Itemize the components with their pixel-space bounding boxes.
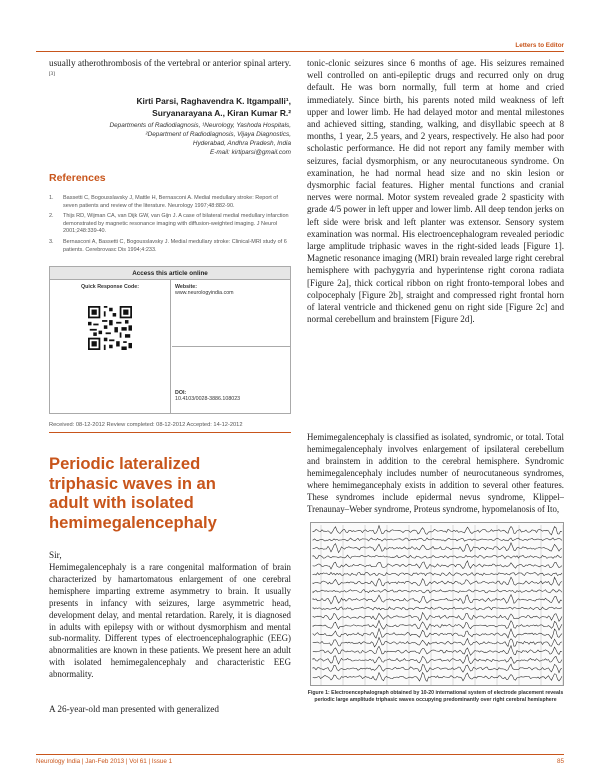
article-title-line-1: Periodic lateralized: [49, 454, 201, 473]
affiliation-2: ²Department of Radiodiagnosis, Vijaya Diagnostics,: [145, 130, 291, 138]
eeg-channel-trace: [313, 595, 562, 604]
salutation: Sir,: [49, 550, 62, 560]
author-block: [49, 96, 291, 119]
article-title: [49, 454, 291, 532]
header-rule: [36, 51, 564, 52]
doi-label: DOI:: [175, 390, 187, 396]
qr-code-icon: [88, 306, 132, 350]
eeg-channel-trace: [313, 637, 562, 647]
article-paragraph-2-continued: tonic-clonic seizures since 6 months of age. His seizures remained well controlled on anti-epileptic drugs and recurred only on drug default. He was born normally, full term at home and cried immediately. Since birth, his parents noted mild weakness of left upper and lower limb. He had delayed motor and mental milestones and achieved sitting, standing, walking, and disyllabic speech at 8 months, 1 year, 2.5 years, and 2 years, respectively. He also had poor scholastic performance. He did not report any family member with seizures, facial dysmorphism, or any neurocutaneous syndrome. On examination, he had normal head size and no skin lesion or dysmorphic facial features. Higher mental functions and cranial nerves were normal. Motor system revealed grade 2 spasticity with grade 4/5 power in left upper and lower limb. All deep tendon jerks on left side were brisk and left planter was extensor. Sensory system examination was normal. His electroencephalogram revealed periodic large amplitude triphasic waves in the right-sided leads [Figure 1]. Magnetic resonance imaging (MRI) brain revealed large right cerebral hemisphere with pachygyria and hyperintense right corona radiata [Figure 2a], thick cortical ribbon on right fronto-temporal lobes and colpocephaly [Figure 2b], straight and compressed right frontal horn of lateral ventricle and thickened genu on right side [Figure 2c] and normal cerebellum and brainstem [Figure 2d].: [307, 58, 564, 325]
reference-list: [49, 195, 291, 254]
author-email: E-mail: kirtiparsi@gmail.com: [209, 148, 291, 156]
prev-letter-citation: [3]: [49, 72, 55, 78]
footer-journal: Neurology India | Jan-Feb 2013 | Vol 61 | Issue 1: [36, 758, 173, 765]
article-paragraph-3: Hemimegalencephaly is classified as isolated, syndromic, or total. Total hemimegalencephaly involves enlargement of ipsilateral cerebellum and brainstem in addition to the cerebral hemisphere. Syndromic hemimegalencephaly includes number of neurocutaneous syndromes, where hemimegancephaly exists in addition to several other features. These syndromes include epidermal nevus syndrome, Klippel–Trenaunay–Weber syndrome, Proteus syndrome, hypomelanosis of Ito,: [307, 432, 564, 514]
affiliations: [49, 122, 291, 158]
access-article-box: [49, 266, 291, 414]
eeg-channel-trace: [313, 543, 562, 553]
website-cell: [172, 280, 290, 347]
footer-page-number: 85: [556, 758, 564, 765]
received-dates: Received: 08-12-2012 Review completed: 08-12-2012 Accepted: 14-12-2012: [49, 422, 243, 428]
eeg-channel-trace: [313, 607, 562, 610]
reference-number: 2.: [49, 213, 54, 220]
doi-value[interactable]: 10.4103/0028-3886.108023: [175, 396, 241, 402]
prev-letter-text-end: usually atherothrombosis of the vertebral or anterior spinal artery.: [49, 58, 291, 68]
reference-number: 3.: [49, 238, 54, 245]
eeg-channel-trace: [313, 555, 562, 558]
eeg-traces: [311, 523, 564, 686]
eeg-channel-trace: [313, 673, 562, 682]
section-label: Letters to Editor: [515, 42, 564, 49]
article-title-line-3: adult with isolated: [49, 493, 194, 512]
access-box-title: Access this article online: [50, 267, 290, 280]
eeg-channel-trace: [313, 613, 562, 622]
doi-cell: [172, 348, 290, 412]
article-title-line-2: triphasic waves in an: [49, 473, 216, 493]
website-link[interactable]: www.neurologyindia.com: [175, 290, 234, 296]
reference-text: Thijs RD, Wijman CA, van Dijk GW, van Gijn J. A case of bilateral medial medullary infarction demonstrated by magnetic resonance imaging with diffusion-weighted imaging. J Neurol 2001;248:339-40.: [63, 213, 289, 235]
eeg-channel-trace: [313, 572, 562, 575]
eeg-channel-trace: [313, 664, 562, 673]
eeg-channel-trace: [313, 655, 562, 664]
authors-line-1: Kirti Parsi, Raghavendra K. Itgampalli¹,: [136, 96, 291, 106]
references-heading: References: [49, 172, 106, 184]
figure-caption: Figure 1: Electroencephalograph obtained by 10-20 international system of electrode placement reveals periodic large amplitude triphasic waves occupying predominantly over right cerebral hemisphere: [307, 690, 564, 704]
eeg-channel-trace: [313, 646, 562, 656]
eeg-channel-trace: [313, 620, 562, 630]
footer-rule: [36, 754, 564, 755]
reference-item: [49, 195, 291, 210]
qr-label: Quick Response Code:: [81, 284, 139, 290]
eeg-channel-trace: [313, 590, 562, 593]
reference-text: Bassetti C, Bogousslavsky J, Mattle H, Bernasconi A. Medial medullary stroke: Report of seven patients and review of the literature. Neurology 1997;48:882-90.: [63, 195, 278, 209]
qr-cell: [50, 280, 171, 413]
eeg-channel-trace: [313, 629, 562, 639]
eeg-channel-trace: [313, 538, 562, 541]
figure-eeg-image: [310, 522, 564, 686]
reference-text: Bernasconi A, Bassetti C, Bogousslavsky J. Medial medullary stroke: Clinical-MRI study of 6 patients. Cerebrovasc Dis 1994;4:233.: [63, 238, 287, 253]
reference-item: [49, 213, 291, 236]
eeg-channel-trace: [313, 561, 562, 569]
eeg-channel-trace: [313, 526, 562, 535]
article-paragraph-2-start: A 26-year-old man presented with generalized: [49, 704, 219, 714]
received-rule: [49, 432, 291, 433]
article-paragraph-1: Hemimegalencephaly is a rare congenital malformation of brain characterized by hamartomatous enlargement of one cerebral hemisphere imparting extreme asymmetry to brain. It usually presents in infancy with seizures, large asymmetric head, development delay, and mental retardation. Rarely, it is diagnosed in adults with epilepsy with or without dysmorphism and mental sub-normality. Different types of electroencephalographic (EEG) abnormalities are known in these patients. We present here an adult with isolated hemimegalencephaly and characteristic EEG abnormality.: [49, 562, 291, 680]
affiliation-1: Departments of Radiodiagnosis, ¹Neurology, Yashoda Hospitals,: [109, 122, 291, 129]
website-label: Website:: [175, 284, 197, 290]
affiliation-3: Hyderabad, Andhra Pradesh, India: [192, 139, 291, 147]
prev-letter-text: [49, 57, 291, 83]
authors-line-2: Suryanarayana A., Kiran Kumar R.²: [152, 107, 291, 118]
reference-number: 1.: [49, 195, 54, 201]
eeg-channel-trace: [313, 577, 562, 586]
article-title-line-4: hemimegalencephaly: [49, 512, 217, 532]
reference-item: [49, 239, 291, 254]
